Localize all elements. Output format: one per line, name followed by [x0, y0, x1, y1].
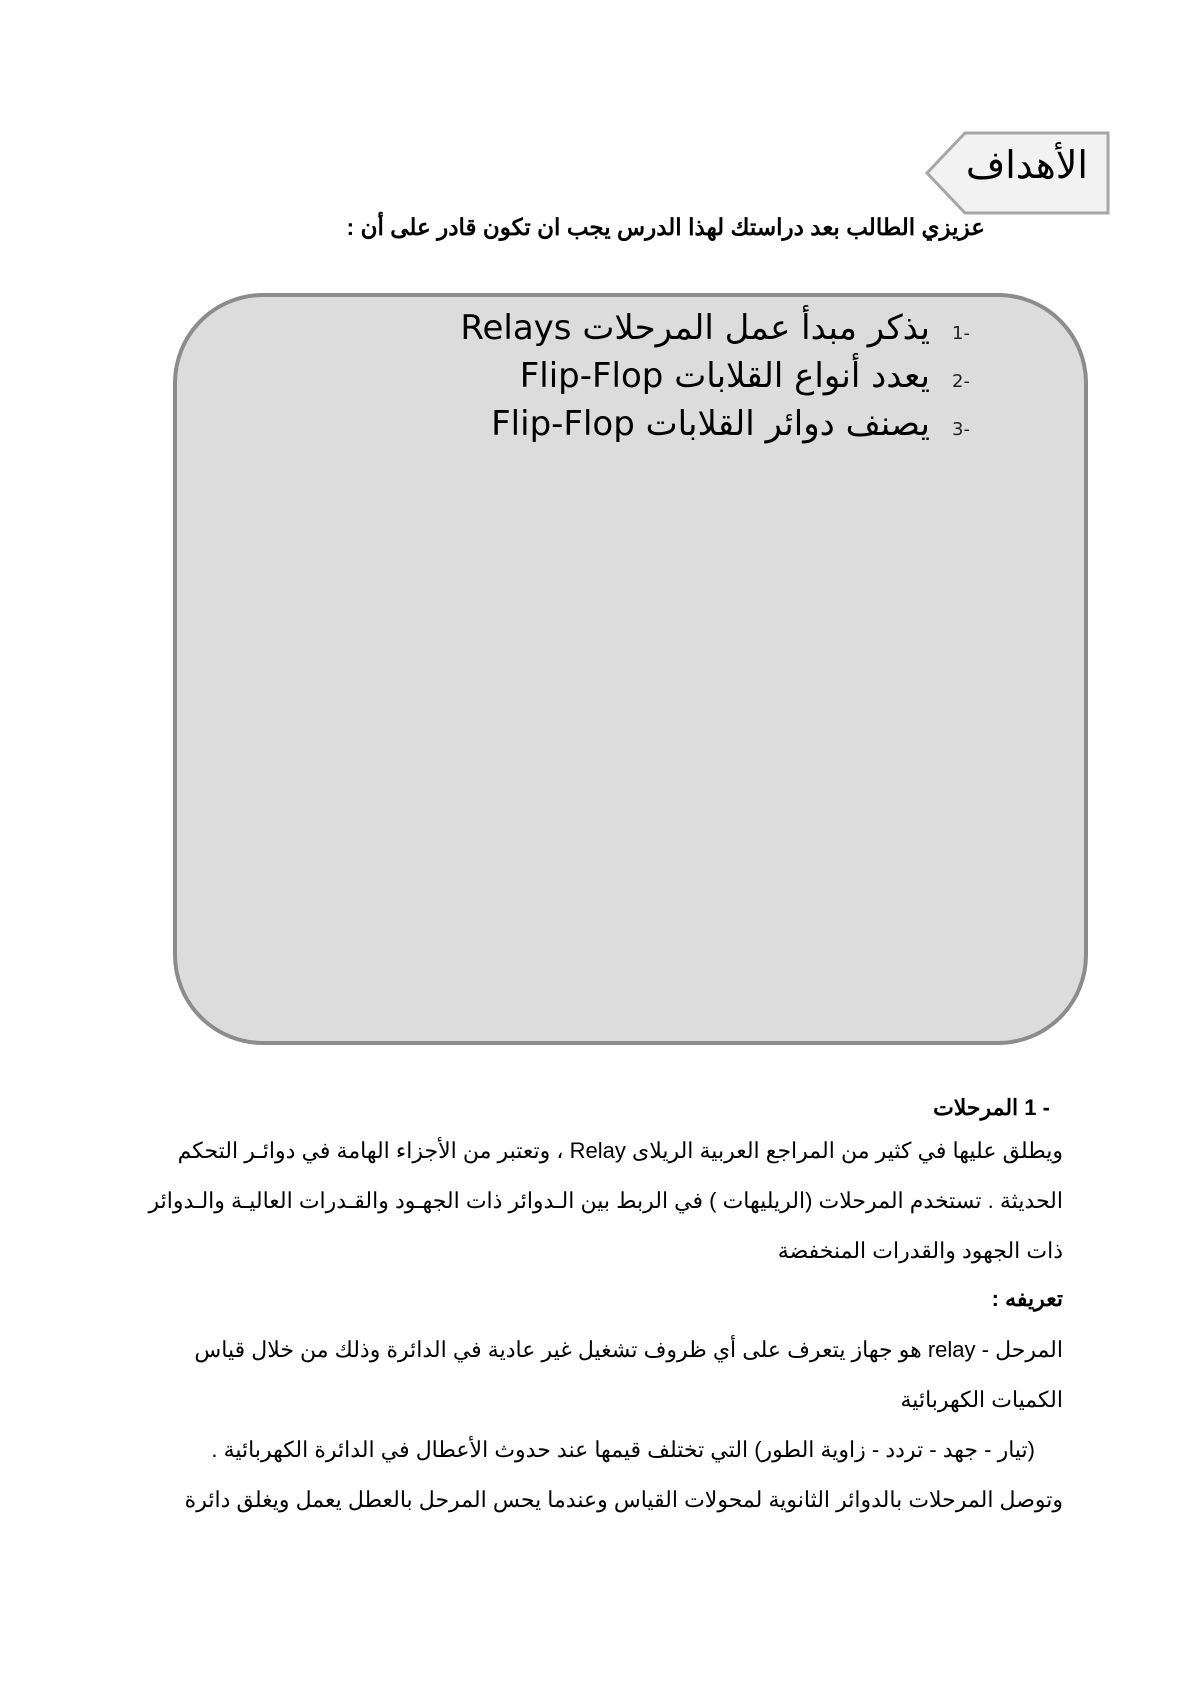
objective-number: -1: [952, 323, 970, 344]
paragraph-line: ذات الجهود والقدرات المنخفضة: [777, 1238, 1063, 1263]
definition-line: الكميات الكهربائية: [900, 1387, 1063, 1412]
definition-line: (تيار - جهد - تردد - زاوية الطور) التي تختلف قيمها عند حدوث الأعطال في الدائرة الكهربائية .: [211, 1437, 1035, 1462]
objectives-tag: [925, 131, 1110, 215]
intro-text: عزيزي الطالب بعد دراستك لهذا الدرس يجب ان تكون قادر على أن :: [346, 214, 985, 240]
objective-item: [270, 308, 970, 356]
definition-line: وتوصل المرحلات بالدوائر الثانوية لمحولات القياس وعندما يحس المرحل بالعطل يعمل ويغلق دائرة: [184, 1487, 1063, 1512]
objective-number: -2: [952, 371, 970, 392]
objective-item: [270, 356, 970, 404]
definition-heading: تعريفه :: [991, 1286, 1063, 1311]
objective-text: يعدد أنواع القلابات Flip-Flop: [519, 356, 930, 396]
objective-number: -3: [952, 419, 970, 440]
section-heading: - 1 المرحلات: [933, 1095, 1050, 1120]
objectives-title: الأهداف: [965, 143, 1088, 187]
objective-item: [270, 404, 970, 452]
objective-text: يصنف دوائر القلابات Flip-Flop: [491, 404, 930, 444]
objective-text: يذكر مبدأ عمل المرحلات Relays: [460, 308, 930, 348]
paragraph-line: ويطلق عليها في كثير من المراجع العربية الريلاى Relay ، وتعتبر من الأجزاء الهامة في دوائـر التحكم: [177, 1138, 1063, 1163]
paragraph-line: الحديثة . تستخدم المرحلات (الريليهات ) في الربط بين الـدوائر ذات الجهـود والقـدرات العاليـة والـدوائر: [148, 1188, 1063, 1213]
objectives-list: [270, 308, 970, 452]
definition-line: المرحل - relay هو جهاز يتعرف على أي ظروف تشغيل غير عادية في الدائرة وذلك من خلال قياس: [194, 1337, 1063, 1362]
